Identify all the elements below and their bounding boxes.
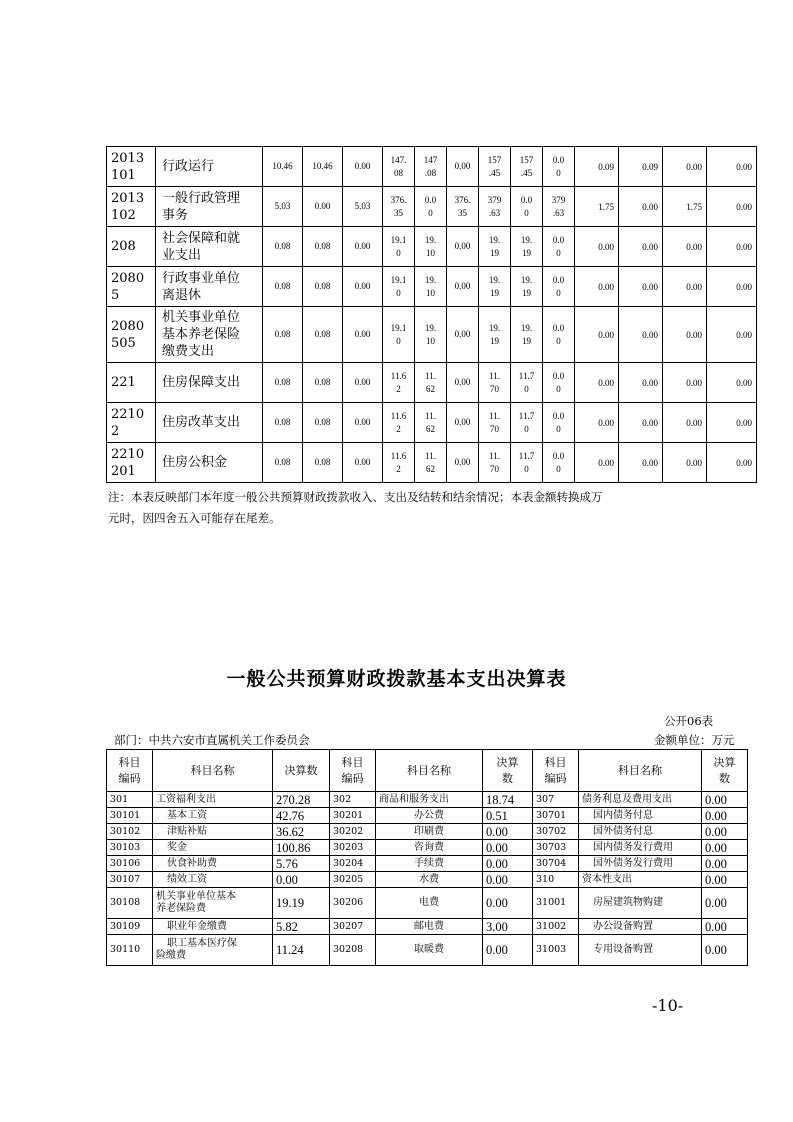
amount-cell: 11. 62 [415, 363, 447, 403]
amount-cell: 270.28 [273, 792, 330, 808]
code-cell: 31002 [533, 919, 579, 935]
amount-cell: 19. 19 [479, 307, 511, 363]
name-cell: 国外债务发行费用 [579, 856, 702, 872]
table-row [107, 147, 757, 187]
table-row [107, 792, 748, 808]
amount-unit-label: 金额单位：万元 [654, 733, 735, 747]
subject-code-cell: 221 [107, 363, 156, 403]
amount-cell: 0.00 [483, 856, 533, 872]
amount-cell: 19. 19 [511, 267, 543, 307]
name-cell: 办公设备购置 [579, 919, 702, 935]
name-cell: 伙食补助费 [153, 856, 273, 872]
table-row [107, 443, 757, 483]
amount-cell: 0.00 [663, 227, 707, 267]
amount-cell: 0.00 [343, 363, 383, 403]
amount-cell: 5.76 [273, 856, 330, 872]
amount-cell: 42.76 [273, 808, 330, 824]
subject-code-cell: 2013 102 [107, 187, 156, 227]
basic-expenditure-table [106, 749, 748, 966]
subject-name-cell: 一般行政管理 事务 [156, 187, 263, 227]
amount-cell: 0.51 [483, 808, 533, 824]
amount-cell: 0.00 [702, 840, 748, 856]
code-cell: 30101 [107, 808, 153, 824]
code-cell: 30109 [107, 919, 153, 935]
amount-cell: 0.00 [575, 443, 619, 483]
code-cell: 302 [330, 792, 376, 808]
header-code-2: 科目 编码 [330, 750, 376, 792]
amount-cell: 5.82 [273, 919, 330, 935]
name-cell: 职业年金缴费 [153, 919, 273, 935]
code-cell: 301 [107, 792, 153, 808]
name-cell: 工资福利支出 [153, 792, 273, 808]
amount-cell: 11.24 [273, 935, 330, 966]
page-number: -10- [652, 996, 684, 1015]
code-cell: 31001 [533, 888, 579, 919]
amount-cell: 1.75 [663, 187, 707, 227]
name-cell: 津贴补贴 [153, 824, 273, 840]
amount-cell: 0.09 [575, 147, 619, 187]
amount-cell: 0.00 [707, 363, 757, 403]
name-cell: 基本工资 [153, 808, 273, 824]
amount-cell: 0.00 [343, 403, 383, 443]
amount-cell: 0.00 [447, 307, 479, 363]
name-cell: 办公费 [376, 808, 483, 824]
amount-cell: 19. 19 [511, 227, 543, 267]
amount-cell: 0.00 [575, 267, 619, 307]
amount-cell: 0.00 [447, 443, 479, 483]
amount-cell: 0.00 [483, 840, 533, 856]
code-cell: 30110 [107, 935, 153, 966]
code-cell: 30203 [330, 840, 376, 856]
header-code-3: 科目 编码 [533, 750, 579, 792]
amount-cell: 0.00 [575, 227, 619, 267]
amount-cell: 0.0 0 [543, 147, 575, 187]
subject-code-cell: 2210 201 [107, 443, 156, 483]
amount-cell: 11. 62 [415, 403, 447, 443]
amount-cell: 0.00 [447, 267, 479, 307]
code-cell: 30205 [330, 872, 376, 888]
subject-name-cell: 社会保障和就 业支出 [156, 227, 263, 267]
amount-cell: 0.00 [575, 307, 619, 363]
name-cell: 电费 [376, 888, 483, 919]
amount-cell: 376. 35 [447, 187, 479, 227]
amount-cell: 0.00 [575, 403, 619, 443]
amount-cell: 0.08 [263, 227, 303, 267]
table-row [107, 187, 757, 227]
name-cell: 专用设备购置 [579, 935, 702, 966]
subject-code-cell: 2013 101 [107, 147, 156, 187]
table-header-row [107, 750, 748, 792]
name-cell: 奖金 [153, 840, 273, 856]
name-cell: 印刷费 [376, 824, 483, 840]
amount-cell: 0.00 [575, 363, 619, 403]
amount-cell: 379 .63 [479, 187, 511, 227]
table-row [107, 808, 748, 824]
name-cell: 机关事业单位基本 养老保险费 [153, 888, 273, 919]
amount-cell: 0.00 [343, 147, 383, 187]
code-cell: 30206 [330, 888, 376, 919]
amount-cell: 19. 10 [415, 307, 447, 363]
table-number: 公开06表 [664, 714, 714, 728]
amount-cell: 0.08 [263, 443, 303, 483]
amount-cell: 0.00 [702, 888, 748, 919]
amount-cell: 19. 10 [415, 267, 447, 307]
amount-cell: 0.0 0 [543, 443, 575, 483]
name-cell: 房屋建筑物购建 [579, 888, 702, 919]
code-cell: 30702 [533, 824, 579, 840]
amount-cell: 0.00 [273, 872, 330, 888]
code-cell: 30703 [533, 840, 579, 856]
amount-cell: 0.00 [303, 187, 343, 227]
code-cell: 30204 [330, 856, 376, 872]
amount-cell: 0.09 [619, 147, 663, 187]
amount-cell: 0.00 [343, 227, 383, 267]
table-note-line-2: 元时，因四舍五入可能存在尾差。 [108, 511, 281, 525]
amount-cell: 0.00 [707, 307, 757, 363]
amount-cell: 0.00 [663, 403, 707, 443]
amount-cell: 0.00 [343, 307, 383, 363]
amount-cell: 0.0 0 [543, 227, 575, 267]
amount-cell: 0.00 [483, 872, 533, 888]
amount-cell: 0.00 [619, 267, 663, 307]
amount-cell: 0.00 [619, 363, 663, 403]
amount-cell: 0.00 [343, 267, 383, 307]
amount-cell: 0.00 [483, 824, 533, 840]
amount-cell: 0.00 [707, 187, 757, 227]
amount-cell: 19. 19 [479, 227, 511, 267]
code-cell: 310 [533, 872, 579, 888]
amount-cell: 0.0 0 [543, 307, 575, 363]
name-cell: 手续费 [376, 856, 483, 872]
amount-cell: 1.75 [575, 187, 619, 227]
amount-cell: 11. 70 [479, 443, 511, 483]
header-amount-3: 决算 数 [702, 750, 748, 792]
amount-cell: 0.00 [702, 808, 748, 824]
amount-cell: 0.00 [663, 267, 707, 307]
appropriation-summary-table [106, 146, 757, 483]
amount-cell: 0.00 [619, 443, 663, 483]
subject-name-cell: 住房公积金 [156, 443, 263, 483]
header-name-3: 科目名称 [579, 750, 702, 792]
amount-cell: 0.00 [702, 856, 748, 872]
amount-cell: 0.00 [619, 187, 663, 227]
amount-cell: 0.0 0 [543, 363, 575, 403]
amount-cell: 11. 70 [479, 363, 511, 403]
subject-code-cell: 2210 2 [107, 403, 156, 443]
amount-cell: 11.6 2 [383, 443, 415, 483]
name-cell: 商品和服务支出 [376, 792, 483, 808]
amount-cell: 0.00 [702, 824, 748, 840]
amount-cell: 0.08 [303, 363, 343, 403]
amount-cell: 0.00 [447, 147, 479, 187]
name-cell: 国外债务付息 [579, 824, 702, 840]
code-cell: 30102 [107, 824, 153, 840]
amount-cell: 19. 19 [479, 267, 511, 307]
amount-cell: 0.08 [263, 267, 303, 307]
table-row [107, 856, 748, 872]
amount-cell: 0.0 0 [511, 187, 543, 227]
amount-cell: 19.1 0 [383, 227, 415, 267]
table-row [107, 872, 748, 888]
amount-cell: 0.00 [663, 363, 707, 403]
subject-name-cell: 住房改革支出 [156, 403, 263, 443]
subject-code-cell: 2080 505 [107, 307, 156, 363]
table-row [107, 840, 748, 856]
table-row [107, 919, 748, 935]
amount-cell: 0.00 [483, 935, 533, 966]
amount-cell: 10.46 [303, 147, 343, 187]
amount-cell: 19.1 0 [383, 267, 415, 307]
code-cell: 30108 [107, 888, 153, 919]
amount-cell: 100.86 [273, 840, 330, 856]
amount-cell: 147. 08 [383, 147, 415, 187]
amount-cell: 0.00 [707, 147, 757, 187]
amount-cell: 376. 35 [383, 187, 415, 227]
amount-cell: 11.6 2 [383, 403, 415, 443]
amount-cell: 0.00 [447, 403, 479, 443]
header-code-1: 科目 编码 [107, 750, 153, 792]
code-cell: 307 [533, 792, 579, 808]
name-cell: 资本性支出 [579, 872, 702, 888]
amount-cell: 11.7 0 [511, 363, 543, 403]
name-cell: 国内债务付息 [579, 808, 702, 824]
code-cell: 30704 [533, 856, 579, 872]
subject-name-cell: 住房保障支出 [156, 363, 263, 403]
subject-code-cell: 208 [107, 227, 156, 267]
amount-cell: 0.00 [447, 227, 479, 267]
subject-name-cell: 行政运行 [156, 147, 263, 187]
amount-cell: 0.00 [663, 307, 707, 363]
code-cell: 31003 [533, 935, 579, 966]
amount-cell: 0.00 [619, 227, 663, 267]
amount-cell: 0.00 [663, 443, 707, 483]
page-title: 一般公共预算财政拨款基本支出决算表 [226, 668, 567, 690]
amount-cell: 11.7 0 [511, 403, 543, 443]
amount-cell: 0.00 [707, 443, 757, 483]
name-cell: 绩效工资 [153, 872, 273, 888]
table-row [107, 267, 757, 307]
table-row [107, 935, 748, 966]
name-cell: 邮电费 [376, 919, 483, 935]
code-cell: 30201 [330, 808, 376, 824]
table-row [107, 888, 748, 919]
subject-name-cell: 机关事业单位 基本养老保险 缴费支出 [156, 307, 263, 363]
amount-cell: 0.08 [303, 443, 343, 483]
table-row [107, 824, 748, 840]
table-row [107, 403, 757, 443]
department-label: 部门：中共六安市直属机关工作委员会 [114, 733, 310, 747]
subject-code-cell: 2080 5 [107, 267, 156, 307]
amount-cell: 0.0 0 [415, 187, 447, 227]
amount-cell: 0.00 [707, 227, 757, 267]
amount-cell: 11.6 2 [383, 363, 415, 403]
name-cell: 债务利息及费用支出 [579, 792, 702, 808]
amount-cell: 3.00 [483, 919, 533, 935]
amount-cell: 10.46 [263, 147, 303, 187]
amount-cell: 0.00 [702, 872, 748, 888]
amount-cell: 0.00 [702, 919, 748, 935]
subject-name-cell: 行政事业单位 离退休 [156, 267, 263, 307]
amount-cell: 0.08 [303, 403, 343, 443]
amount-cell: 157 .45 [479, 147, 511, 187]
table-row [107, 227, 757, 267]
amount-cell: 19. 19 [511, 307, 543, 363]
amount-cell: 147 .08 [415, 147, 447, 187]
table-note-line-1: 注：本表反映部门本年度一般公共预算财政拨款收入、支出及结转和结余情况；本表金额转换成万 [108, 490, 603, 504]
amount-cell: 0.00 [707, 267, 757, 307]
amount-cell: 157 .45 [511, 147, 543, 187]
amount-cell: 5.03 [263, 187, 303, 227]
name-cell: 取暖费 [376, 935, 483, 966]
amount-cell: 0.00 [343, 443, 383, 483]
amount-cell: 0.00 [702, 935, 748, 966]
amount-cell: 19.19 [273, 888, 330, 919]
name-cell: 国内债务发行费用 [579, 840, 702, 856]
code-cell: 30701 [533, 808, 579, 824]
amount-cell: 0.0 0 [543, 403, 575, 443]
header-amount-1: 决算数 [273, 750, 330, 792]
table-row [107, 307, 757, 363]
header-name-1: 科目名称 [153, 750, 273, 792]
amount-cell: 0.00 [707, 403, 757, 443]
amount-cell: 0.08 [303, 307, 343, 363]
amount-cell: 0.00 [663, 147, 707, 187]
amount-cell: 11. 62 [415, 443, 447, 483]
amount-cell: 0.00 [619, 403, 663, 443]
header-name-2: 科目名称 [376, 750, 483, 792]
amount-cell: 0.08 [303, 227, 343, 267]
header-amount-2: 决算 数 [483, 750, 533, 792]
table-row [107, 363, 757, 403]
code-cell: 30106 [107, 856, 153, 872]
amount-cell: 18.74 [483, 792, 533, 808]
amount-cell: 0.08 [303, 267, 343, 307]
amount-cell: 11. 70 [479, 403, 511, 443]
name-cell: 职工基本医疗保 险缴费 [153, 935, 273, 966]
code-cell: 30107 [107, 872, 153, 888]
amount-cell: 5.03 [343, 187, 383, 227]
amount-cell: 379 .63 [543, 187, 575, 227]
name-cell: 水费 [376, 872, 483, 888]
amount-cell: 19.1 0 [383, 307, 415, 363]
amount-cell: 0.08 [263, 403, 303, 443]
code-cell: 30207 [330, 919, 376, 935]
amount-cell: 11.7 0 [511, 443, 543, 483]
amount-cell: 0.00 [619, 307, 663, 363]
code-cell: 30202 [330, 824, 376, 840]
amount-cell: 0.08 [263, 307, 303, 363]
amount-cell: 0.08 [263, 363, 303, 403]
name-cell: 咨询费 [376, 840, 483, 856]
amount-cell: 0.0 0 [543, 267, 575, 307]
code-cell: 30103 [107, 840, 153, 856]
amount-cell: 0.00 [483, 888, 533, 919]
code-cell: 30208 [330, 935, 376, 966]
amount-cell: 0.00 [447, 363, 479, 403]
amount-cell: 36.62 [273, 824, 330, 840]
amount-cell: 19. 10 [415, 227, 447, 267]
amount-cell: 0.00 [702, 792, 748, 808]
